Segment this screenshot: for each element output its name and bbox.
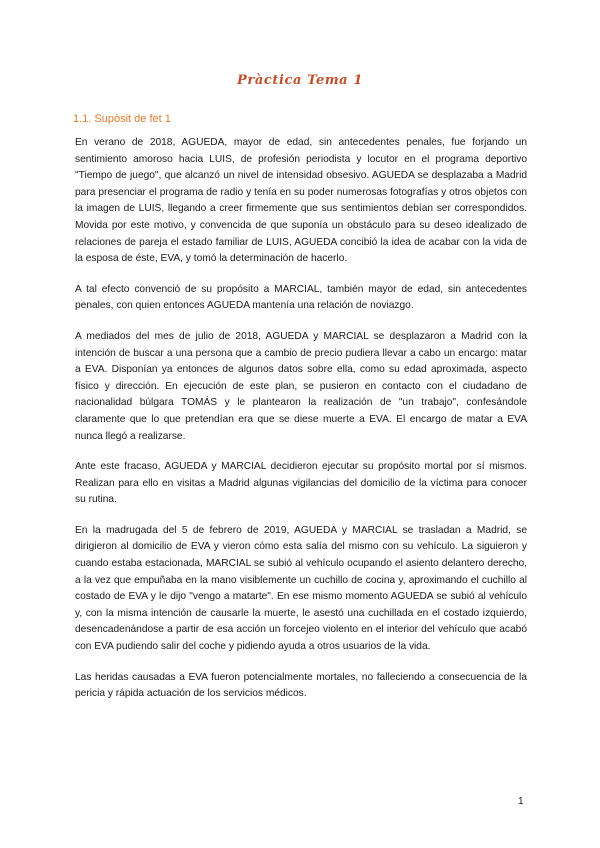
- paragraph-2: A tal efecto convenció de su propósito a MARCIAL, también mayor de edad, sin antecedentes penales, con quien entonces AGUEDA mantenía una relación de noviazgo.: [75, 283, 527, 312]
- paragraph-4: Ante este fracaso, AGUEDA y MARCIAL decidieron ejecutar su propósito mortal por sí mismos. Realizan para ello en visitas a Madrid algunas vigilancias del domicilio de la víctima para conocer su rutina.: [75, 461, 527, 506]
- paragraph-1: En verano de 2018, AGUEDA, mayor de edad, sin antecedentes penales, fue forjando un sentimiento amoroso hacia LUIS, de profesión periodista y locutor en el programa deportivo "Tiempo de juego", que alcanzó un nivel de intensidad obsesivo. AGUEDA se desplazaba a Madrid para presenciar el programa de radio y tenía en su poder numerosas fotografías y otros objetos con la imagen de LUIS, llegando a creer firmemente que sus sentimientos debían ser correspondidos. Movida por este motivo, y convencida de que suponía un obstáculo para su deseo idealizado de relaciones de pareja el estado familiar de LUIS, AGUEDA concibió la idea de acabar con la vida de la esposa de éste, EVA, y tomó la determinación de hacerlo.: [75, 137, 527, 265]
- document-body: [75, 135, 527, 717]
- paragraph-6: Las heridas causadas a EVA fueron potencialmente mortales, no falleciendo a consecuencia de la pericia y rápida actuación de los servicios médicos.: [75, 671, 527, 700]
- document-title: Pràctica Tema 1: [237, 73, 363, 88]
- section-heading: 1.1. Supòsit de fet 1: [73, 113, 171, 125]
- paragraph-5: En la madrugada del 5 de febrero de 2019, AGUEDA y MARCIAL se trasladan a Madrid, se dirigieron al domicilio de EVA y vieron cómo esta salía del mismo con su vehículo. La siguieron y cuando estaba estacionada, MARCIAL se subió al vehículo ocupando el asiento delantero derecho, a la vez que empuñaba en la mano visiblemente un cuchillo de cocina y, aproximando el cuchillo al costado de EVA y le dijo "vengo a matarte". En ese mismo momento AGUEDA se subió al vehículo y, con la misma intención de causarle la muerte, le asestó una cuchillada en el costado izquierdo, desencadenándose a partir de esa acción un forcejeo violento en el interior del vehículo que acabó con EVA pudiendo salir del coche y pidiendo ayuda a otros usuarios de la vida.: [75, 524, 527, 653]
- page-number: 1: [518, 796, 524, 807]
- paragraph-3: A mediados del mes de julio de 2018, AGUEDA y MARCIAL se desplazaron a Madrid con la intención de buscar a una persona que a cambio de precio pudiera llevar a cabo un encargo: matar a EVA. Disponían ya entonces de algunos datos sobre ella, como su edad aproximada, aspecto físico y dirección. En ejecución de este plan, se pusieron en contacto con el ciudadano de nacionalidad búlgara TOMÁS y le plantearon la realización de "un trabajo", confesándole claramente que lo que pretendían era que se diese muerte a EVA. El encargo de matar a EVA nunca llegó a realizarse.: [75, 330, 527, 442]
